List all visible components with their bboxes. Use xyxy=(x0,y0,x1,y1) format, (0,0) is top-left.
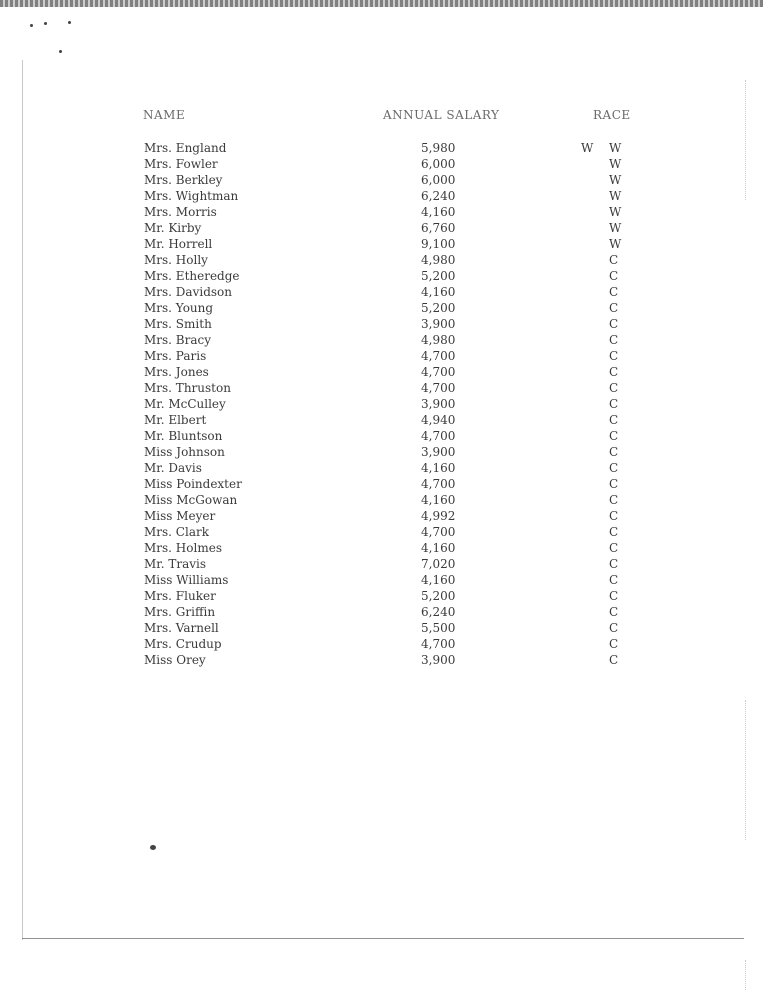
table-row xyxy=(0,588,763,604)
race-value: C xyxy=(609,637,619,651)
table-row xyxy=(0,172,763,188)
race-value: C xyxy=(609,413,619,427)
table-row xyxy=(0,476,763,492)
employee-name: Mrs. Crudup xyxy=(144,637,222,651)
employee-name: Mrs. Morris xyxy=(144,205,217,219)
race-value: C xyxy=(609,525,619,539)
scan-top-edge xyxy=(0,0,763,7)
annual-salary: 4,700 xyxy=(421,525,456,539)
race-value: C xyxy=(609,493,619,507)
employee-name: Mr. Travis xyxy=(144,557,207,571)
table-row xyxy=(0,300,763,316)
race-value: C xyxy=(609,317,619,331)
table-row xyxy=(0,620,763,636)
table-row xyxy=(0,268,763,284)
table-row xyxy=(0,604,763,620)
employee-name: Mrs. Etheredge xyxy=(144,269,240,283)
table-row xyxy=(0,444,763,460)
annual-salary: 5,200 xyxy=(421,589,456,603)
race-value: C xyxy=(609,589,619,603)
annual-salary: 4,980 xyxy=(421,333,456,347)
employee-name: Mrs. Young xyxy=(144,301,214,315)
annual-salary: 4,700 xyxy=(421,637,456,651)
column-header-salary: ANNUAL SALARY xyxy=(383,108,500,122)
employee-name: Mrs. Griffin xyxy=(144,605,216,619)
table-row xyxy=(0,252,763,268)
scan-speck xyxy=(30,24,33,27)
race-value: W xyxy=(609,189,622,203)
table-row xyxy=(0,236,763,252)
race-value: W xyxy=(609,141,622,155)
annual-salary: 6,760 xyxy=(421,221,456,235)
annual-salary: 3,900 xyxy=(421,445,456,459)
employee-name: Miss Orey xyxy=(144,653,206,667)
annual-salary: 7,020 xyxy=(421,557,456,571)
annual-salary: 4,700 xyxy=(421,477,456,491)
race-value: C xyxy=(609,333,619,347)
employee-name: Mr. Horrell xyxy=(144,237,213,251)
annual-salary: 4,160 xyxy=(421,573,456,587)
race-value: C xyxy=(609,461,619,475)
annual-salary: 4,700 xyxy=(421,429,456,443)
table-row xyxy=(0,396,763,412)
employee-name: Mrs. Bracy xyxy=(144,333,212,347)
employee-name: Miss McGowan xyxy=(144,493,238,507)
annual-salary: 3,900 xyxy=(421,397,456,411)
annual-salary: 4,700 xyxy=(421,365,456,379)
employee-name: Mrs. Holly xyxy=(144,253,208,267)
race-value: C xyxy=(609,605,619,619)
table-row xyxy=(0,652,763,668)
table-row xyxy=(0,460,763,476)
employee-name: Mr. Davis xyxy=(144,461,202,475)
table-row xyxy=(0,284,763,300)
annual-salary: 5,500 xyxy=(421,621,456,635)
race-value: C xyxy=(609,445,619,459)
employee-name: Mrs. Smith xyxy=(144,317,212,331)
annual-salary: 3,900 xyxy=(421,317,456,331)
annual-salary: 4,160 xyxy=(421,205,456,219)
table-row xyxy=(0,428,763,444)
employee-name: Mrs. Berkley xyxy=(144,173,223,187)
annual-salary: 4,160 xyxy=(421,493,456,507)
annual-salary: 6,000 xyxy=(421,173,456,187)
race-value: C xyxy=(609,285,619,299)
scan-artifact xyxy=(745,960,747,990)
table-row xyxy=(0,524,763,540)
race-value: C xyxy=(609,365,619,379)
annual-salary: 4,700 xyxy=(421,349,456,363)
race-value: W xyxy=(609,237,622,251)
annual-salary: 4,160 xyxy=(421,461,456,475)
table-row xyxy=(0,220,763,236)
annual-salary: 5,980 xyxy=(421,141,456,155)
annual-salary: 4,160 xyxy=(421,285,456,299)
annual-salary: 5,200 xyxy=(421,269,456,283)
race-value: C xyxy=(609,541,619,555)
employee-name: Mrs. Davidson xyxy=(144,285,232,299)
employee-name: Mrs. Jones xyxy=(144,365,209,379)
table-row xyxy=(0,540,763,556)
table-row xyxy=(0,412,763,428)
annual-salary: 6,240 xyxy=(421,605,456,619)
race-value: C xyxy=(609,349,619,363)
employee-name: Mr. Kirby xyxy=(144,221,202,235)
employee-name: Mrs. England xyxy=(144,141,227,155)
scan-speck xyxy=(44,22,47,25)
bottom-rule xyxy=(22,938,744,939)
table-row xyxy=(0,332,763,348)
employee-name: Mrs. Holmes xyxy=(144,541,222,555)
employee-name: Mr. McCulley xyxy=(144,397,226,411)
table-row xyxy=(0,492,763,508)
employee-name: Mrs. Fowler xyxy=(144,157,218,171)
employee-name: Mrs. Wightman xyxy=(144,189,239,203)
race-value: C xyxy=(609,253,619,267)
race-value: W xyxy=(609,157,622,171)
race-value: C xyxy=(609,429,619,443)
annual-salary: 4,160 xyxy=(421,541,456,555)
column-header-race: RACE xyxy=(593,108,631,122)
employee-name: Miss Poindexter xyxy=(144,477,242,491)
scan-speck xyxy=(68,21,71,24)
table-row xyxy=(0,316,763,332)
race-value: C xyxy=(609,509,619,523)
scan-speck xyxy=(59,50,62,53)
salary-table xyxy=(0,140,763,668)
race-annotation: W xyxy=(581,141,594,155)
employee-name: Miss Williams xyxy=(144,573,229,587)
race-value: C xyxy=(609,557,619,571)
annual-salary: 3,900 xyxy=(421,653,456,667)
employee-name: Miss Meyer xyxy=(144,509,216,523)
table-row xyxy=(0,188,763,204)
race-value: W xyxy=(609,205,622,219)
race-value: C xyxy=(609,381,619,395)
scan-artifact xyxy=(745,700,747,840)
annual-salary: 9,100 xyxy=(421,237,456,251)
table-row xyxy=(0,572,763,588)
table-row xyxy=(0,364,763,380)
annual-salary: 6,240 xyxy=(421,189,456,203)
race-value: C xyxy=(609,573,619,587)
annual-salary: 4,980 xyxy=(421,253,456,267)
column-header-name: NAME xyxy=(143,108,186,122)
race-value: C xyxy=(609,397,619,411)
race-value: C xyxy=(609,653,619,667)
race-value: C xyxy=(609,269,619,283)
table-row xyxy=(0,140,763,156)
table-row xyxy=(0,508,763,524)
scan-speck xyxy=(150,845,156,850)
annual-salary: 4,940 xyxy=(421,413,456,427)
table-row xyxy=(0,380,763,396)
annual-salary: 5,200 xyxy=(421,301,456,315)
race-value: W xyxy=(609,221,622,235)
employee-name: Mrs. Thruston xyxy=(144,381,231,395)
employee-name: Mr. Elbert xyxy=(144,413,207,427)
annual-salary: 4,992 xyxy=(421,509,456,523)
race-value: C xyxy=(609,301,619,315)
table-row xyxy=(0,348,763,364)
race-value: W xyxy=(609,173,622,187)
table-row xyxy=(0,156,763,172)
race-value: C xyxy=(609,477,619,491)
table-row xyxy=(0,556,763,572)
employee-name: Mrs. Varnell xyxy=(144,621,219,635)
table-row xyxy=(0,636,763,652)
annual-salary: 4,700 xyxy=(421,381,456,395)
employee-name: Mrs. Fluker xyxy=(144,589,216,603)
employee-name: Mrs. Clark xyxy=(144,525,209,539)
annual-salary: 6,000 xyxy=(421,157,456,171)
table-row xyxy=(0,204,763,220)
employee-name: Mrs. Paris xyxy=(144,349,207,363)
race-value: C xyxy=(609,621,619,635)
employee-name: Miss Johnson xyxy=(144,445,225,459)
employee-name: Mr. Bluntson xyxy=(144,429,223,443)
